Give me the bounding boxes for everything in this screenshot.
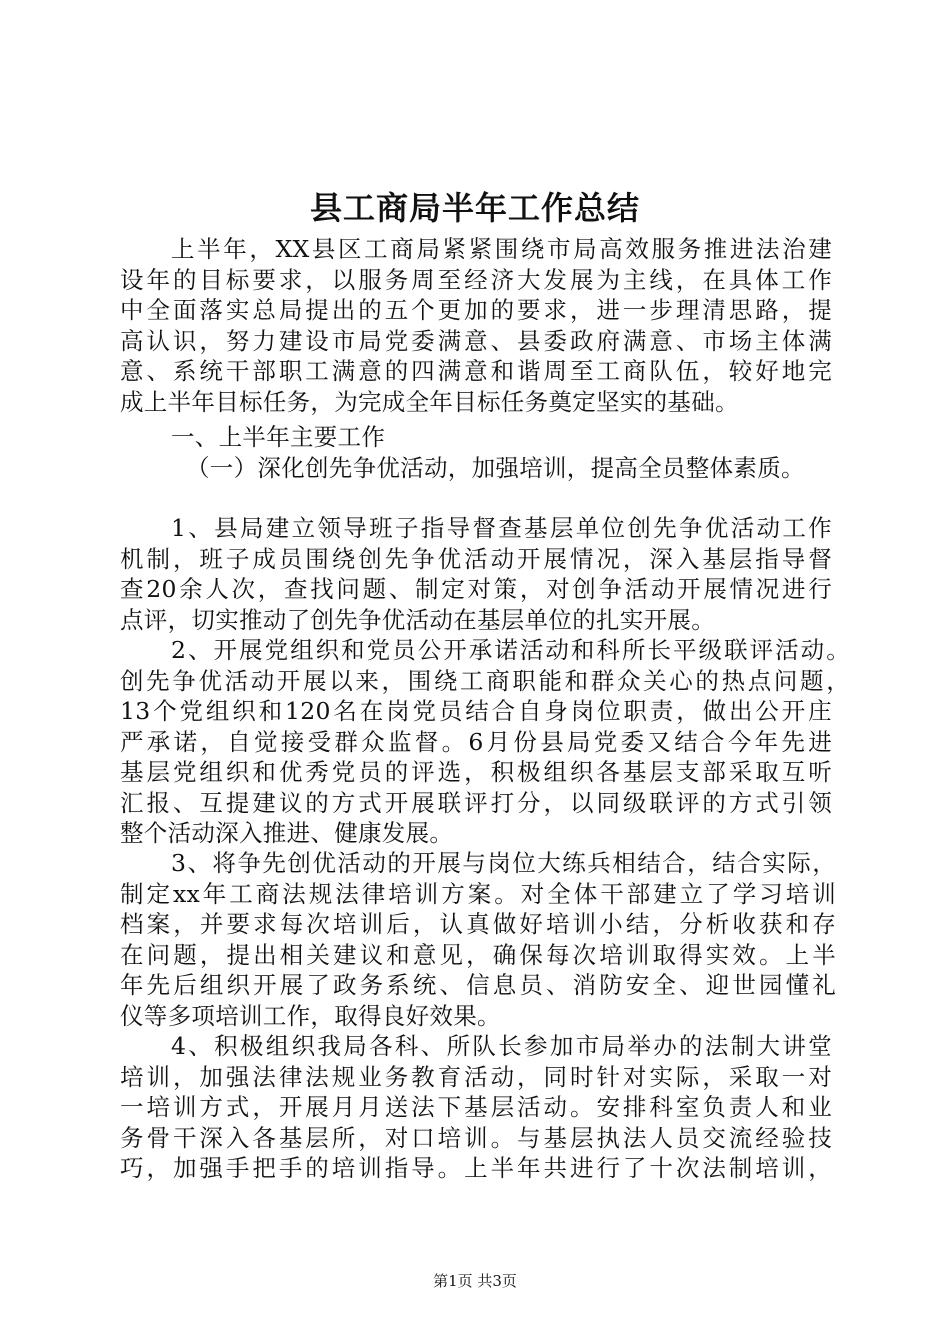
paragraph-3 [120,848,836,1031]
text-line: 创先争优活动开展以来，围绕工商职能和群众关心的热点问题， [120,666,850,695]
text-line: 一培训方式，开展月月送法下基层活动。安排科室负责人和业 [120,1093,832,1121]
text-line: 高认识，努力建设市局党委满意、县委政府满意、市场主体满 [120,326,832,355]
text-line: 4、积极组织我局各科、所队长参加市局举办的法制大讲堂 [171,1032,832,1060]
text-line: 巧，加强手把手的培训指导。上半年共进行了十次法制培训， [120,1154,832,1182]
text-line: 基层党组织和优秀党员的评选，积极组织各基层支部采取互听 [120,758,832,786]
text-line: 在问题，提出相关建议和意见，确保每次培训取得实效。上半 [120,940,836,969]
paragraph-4 [120,1031,832,1184]
text-line: 查20余人次，查找问题、制定对策，对创争活动开展情况进行 [120,575,832,603]
text-line: 整个活动深入推进、健康发展。 [120,819,454,847]
text-line: 成上半年目标任务，为完成全年目标任务奠定坚实的基础。 [120,387,739,416]
text-line: 中全面落实总局提出的五个更加的要求，进一步理清思路，提 [120,296,832,324]
text-line: 务骨干深入各基层所，对口培训。与基层执法人员交流经验技 [120,1123,832,1152]
text-line: 上半年，XX县区工商局紧紧围绕市局高效服务推进法治建 [171,235,832,263]
text-line: 制定xx年工商法规法律培训方案。对全体干部建立了学习培训 [120,879,836,908]
text-line: 严承诺，自觉接受群众监督。6月份县局党委又结合今年先进 [120,727,832,756]
subsection-heading-block [120,453,860,484]
text-line: 培训，加强法律法规业务教育活动，同时针对实际，采取一对 [120,1062,832,1091]
document-title: 县工商局半年工作总结 [309,189,640,227]
text-line: 点评，切实推动了创先争优活动在基层单位的扎实开展。 [120,605,715,634]
paragraph-2 [120,635,850,849]
text-line: 仪等多项培训工作，取得良好效果。 [120,1001,501,1030]
text-line: 13个党组织和120名在岗党员结合自身岗位职责，做出公开庄 [120,697,832,725]
text-line: 设年的目标要求，以服务周至经济大发展为主线，在具体工作 [120,265,832,294]
text-line: 1、县局建立领导班子指导督查基层单位创先争优活动工作 [171,514,832,542]
text-line: 年先后组织开展了政务系统、信息员、消防安全、迎世园懂礼 [120,971,836,999]
subsection-heading: （一）深化创先争优活动，加强培训，提高全员整体素质。 [186,454,805,482]
paragraph-1 [120,513,832,635]
page-footer: 第1页 共3页 [433,1272,517,1290]
text-line: 2、开展党组织和党员公开承诺活动和科所长平级联评活动。 [171,636,850,664]
text-line: 档案，并要求每次培训后，认真做好培训小结，分析收获和存 [120,910,836,938]
text-line: 汇报、互提建议的方式开展联评打分，以同级联评的方式引领 [120,788,832,817]
intro-paragraph [120,234,832,417]
section-heading: 一、上半年主要工作 [171,423,386,451]
text-line: 3、将争先创优活动的开展与岗位大练兵相结合，结合实际， [171,849,836,877]
text-line: 机制，班子成员围绕创先争优活动开展情况，深入基层指导督 [120,544,832,573]
text-line: 意、系统干部职工满意的四满意和谐周至工商队伍，较好地完 [120,357,832,385]
section-heading-block [120,422,832,453]
